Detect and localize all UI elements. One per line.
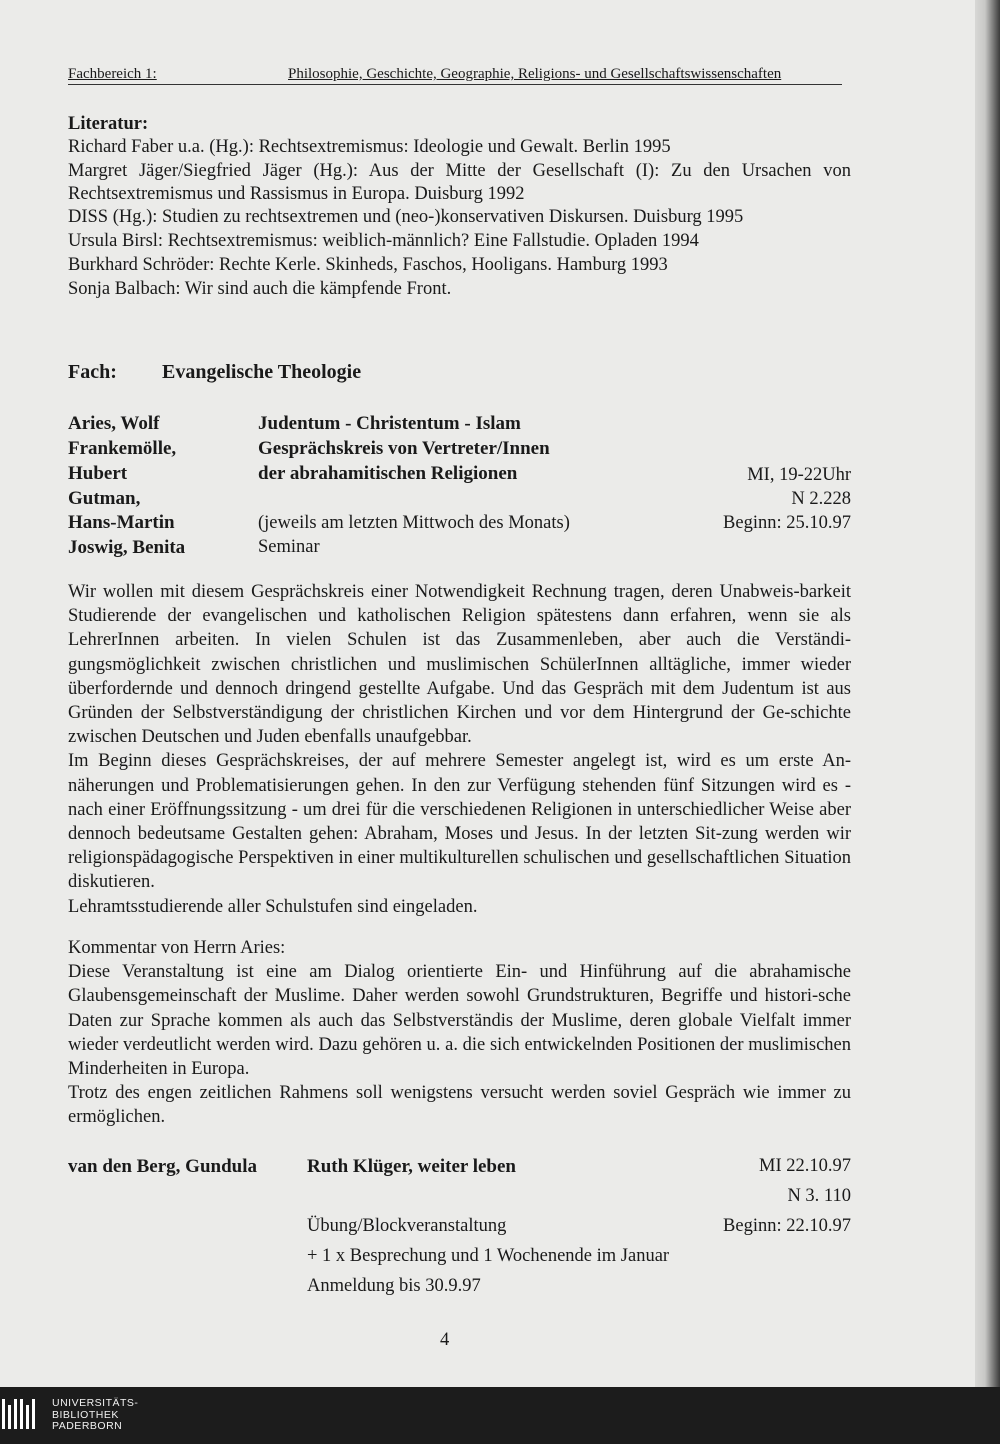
lecturer-name: Joswig, Benita bbox=[68, 537, 186, 558]
course-time: MI, 19-22Uhr bbox=[747, 465, 851, 485]
description-paragraph: Wir wollen mit diesem Gesprächskreis einer Notwendigkeit Rechnung tragen, deren Unabweis-barkeit Studierende der evangelischen und katholischen Religion spätestens dann erfahren, wenn sie als LehrerInnen arbeiten. In vielen Schulen ist das Zusammenleben, aber auch die Verständi-gungsmöglichkeit zwischen christlichen und muslimischen SchülerInnen alltägliche, immer wieder überfordernde und dennoch dringend gestellte Aufgabe. Und das Gespräch mit dem Judentum ist aus Gründen der Selbstverständigung der christlichen Kirchen und vor dem Hintergrund der Ge-schichte zwischen Deutschen und Juden ebenfalls unaufgebbar. bbox=[68, 582, 851, 748]
lecturer-name: Aries, Wolf bbox=[68, 413, 160, 434]
literature-item: Burkhard Schröder: Rechte Kerle. Skinheds, Faschos, Hooligans. Hamburg 1993 bbox=[68, 255, 668, 275]
logo-line: BIBLIOTHEK bbox=[52, 1408, 119, 1421]
course-extra: + 1 x Besprechung und 1 Wochenende im Januar bbox=[307, 1246, 670, 1266]
library-footer bbox=[0, 1387, 1000, 1444]
description-paragraph: Im Beginn dieses Gesprächskreises, der auf mehrere Semester angelegt ist, wird es um erste An-näherungen und Problematisierungen gehen. In den zur Verfügung stehenden fünf Sitzungen wird es - nach einer Eröffnungssitzung - um drei für die verschiedenen Religionen in unterschiedlicher Weise aber dennoch bedeutsame Gestalten gehen: Abraham, Moses und Jesus. In der letzten Sit-zung werden wir religionspädagogische Perspektiven in einer multikulturellen schulischen und gesellschaftlichen Situation diskutieren. bbox=[68, 751, 851, 893]
course-comment bbox=[68, 936, 851, 1130]
course-title-line: der abrahamitischen Religionen bbox=[258, 463, 518, 484]
literature-item: Margret Jäger/Siegfried Jäger (Hg.): Aus der Mitte der Gesellschaft (I): Zu den Ursachen von bbox=[68, 161, 851, 181]
header-subjects: Philosophie, Geschichte, Geographie, Religions- und Gesellschaftswissenschaften bbox=[288, 66, 782, 82]
literature-heading: Literatur: bbox=[68, 114, 149, 134]
course-start: Beginn: 25.10.97 bbox=[723, 513, 851, 533]
lecturer-name: Hubert bbox=[68, 463, 128, 484]
page-edge bbox=[975, 0, 1000, 1387]
course-description bbox=[68, 580, 851, 919]
course-room: N 2.228 bbox=[791, 489, 851, 509]
course-time: MI 22.10.97 bbox=[759, 1156, 851, 1176]
literature-item: DISS (Hg.): Studien zu rechtsextremen und (neo-)konservativen Diskursen. Duisburg 1995 bbox=[68, 207, 744, 227]
literature-item: Richard Faber u.a. (Hg.): Rechtsextremismus: Ideologie und Gewalt. Berlin 1995 bbox=[68, 137, 671, 157]
course-start: Beginn: 22.10.97 bbox=[723, 1216, 851, 1236]
course-title: Ruth Klüger, weiter leben bbox=[307, 1156, 516, 1177]
header-rule bbox=[68, 84, 842, 85]
course-title-line: Gesprächskreis von Vertreter/Innen bbox=[258, 438, 550, 459]
lecturer-name: Gutman, bbox=[68, 488, 141, 509]
page-number: 4 bbox=[440, 1330, 450, 1350]
course-schedule-note: (jeweils am letzten Mittwoch des Monats) bbox=[258, 513, 570, 533]
logo-line: PADERBORN bbox=[52, 1420, 123, 1432]
literature-item: Ursula Birsl: Rechtsextremismus: weiblich-männlich? Eine Fallstudie. Opladen 1994 bbox=[68, 231, 699, 251]
course-type: Übung/Blockveranstaltung bbox=[307, 1216, 507, 1236]
subject-label: Fach: bbox=[68, 361, 117, 383]
comment-paragraph: Trotz des engen zeitlichen Rahmens soll wenigstens versucht werden soviel Gespräch wie immer zu ermöglichen. bbox=[68, 1083, 851, 1128]
header-department: Fachbereich 1: bbox=[68, 66, 157, 82]
course-title-line: Judentum - Christentum - Islam bbox=[258, 413, 521, 434]
library-logo-text bbox=[52, 1398, 138, 1433]
comment-heading: Kommentar von Herrn Aries: bbox=[68, 938, 286, 958]
lecturer-name: van den Berg, Gundula bbox=[68, 1156, 257, 1177]
lecturer-name: Frankemölle, bbox=[68, 438, 177, 459]
comment-paragraph: Diese Veranstaltung ist eine am Dialog orientierte Ein- und Hinführung auf die abrahamische Glaubensgemeinschaft der Muslime. Daher werden sowohl Grundstrukturen, Begriffe und histori-sche Daten zur Sprache kommen als auch das Selbstverständis der Muslime, deren globale Vielfalt immer wieder verdeutlicht werden wird. Dazu gehören u. a. die sich entwickelnden Positionen der muslimischen Minderheiten in Europa. bbox=[68, 962, 851, 1080]
course-registration: Anmeldung bis 30.9.97 bbox=[307, 1276, 481, 1296]
lecturer-name: Hans-Martin bbox=[68, 512, 175, 533]
description-paragraph: Lehramtsstudierende aller Schulstufen sind eingeladen. bbox=[68, 896, 478, 917]
literature-item: Rechtsextremismus und Rassismus in Europa. Duisburg 1992 bbox=[68, 184, 525, 204]
course-type: Seminar bbox=[258, 537, 320, 557]
literature-item: Sonja Balbach: Wir sind auch die kämpfende Front. bbox=[68, 279, 452, 299]
course-room: N 3. 110 bbox=[787, 1186, 851, 1206]
logo-line: UNIVERSITÄTS- bbox=[52, 1397, 139, 1409]
subject-name: Evangelische Theologie bbox=[162, 361, 362, 383]
library-logo-icon bbox=[2, 1399, 38, 1429]
